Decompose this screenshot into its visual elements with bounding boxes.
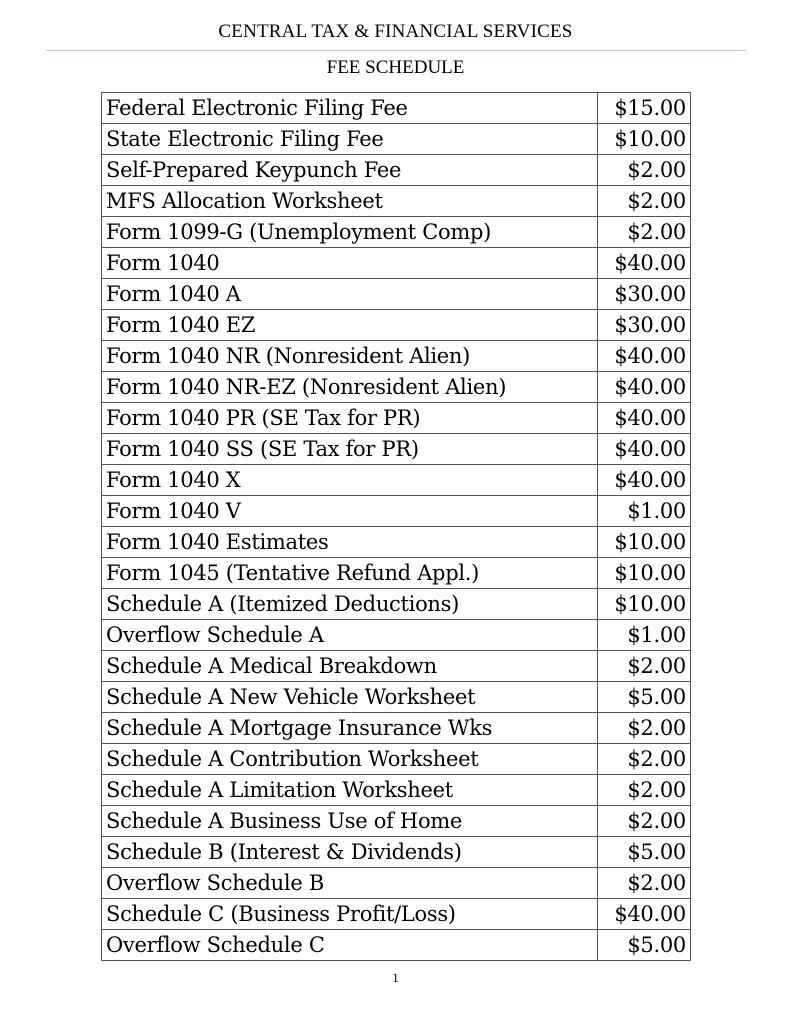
fee-amount: $2.00 <box>598 651 691 682</box>
fee-amount: $10.00 <box>598 558 691 589</box>
fee-item-label: Schedule A Contribution Worksheet <box>102 744 598 775</box>
header-divider <box>46 50 746 51</box>
fee-amount: $2.00 <box>598 186 691 217</box>
fee-amount: $5.00 <box>598 682 691 713</box>
fee-amount: $10.00 <box>598 589 691 620</box>
table-row <box>102 465 691 496</box>
fee-item-label: Form 1040 X <box>102 465 598 496</box>
fee-amount: $40.00 <box>598 465 691 496</box>
table-row <box>102 589 691 620</box>
fee-table-body <box>102 93 691 961</box>
fee-amount: $1.00 <box>598 496 691 527</box>
fee-item-label: Form 1040 Estimates <box>102 527 598 558</box>
table-row <box>102 310 691 341</box>
fee-item-label: Form 1040 A <box>102 279 598 310</box>
page-number: 1 <box>392 970 399 985</box>
fee-amount: $40.00 <box>598 248 691 279</box>
fee-amount: $40.00 <box>598 341 691 372</box>
fee-schedule-table <box>101 92 691 961</box>
fee-item-label: Form 1040 NR-EZ (Nonresident Alien) <box>102 372 598 403</box>
fee-item-label: Self-Prepared Keypunch Fee <box>102 155 598 186</box>
table-row <box>102 713 691 744</box>
fee-amount: $30.00 <box>598 310 691 341</box>
table-row <box>102 248 691 279</box>
fee-item-label: Schedule A Business Use of Home <box>102 806 598 837</box>
fee-item-label: Form 1040 EZ <box>102 310 598 341</box>
fee-item-label: Overflow Schedule B <box>102 868 598 899</box>
fee-item-label: Overflow Schedule A <box>102 620 598 651</box>
fee-amount: $40.00 <box>598 899 691 930</box>
table-row <box>102 434 691 465</box>
fee-amount: $40.00 <box>598 434 691 465</box>
fee-amount: $10.00 <box>598 124 691 155</box>
table-row <box>102 217 691 248</box>
fee-item-label: Form 1040 SS (SE Tax for PR) <box>102 434 598 465</box>
fee-item-label: Schedule A Medical Breakdown <box>102 651 598 682</box>
fee-item-label: Form 1040 V <box>102 496 598 527</box>
table-row <box>102 93 691 124</box>
table-row <box>102 651 691 682</box>
company-header: CENTRAL TAX & FINANCIAL SERVICES <box>218 21 573 42</box>
table-row <box>102 806 691 837</box>
fee-item-label: Form 1099-G (Unemployment Comp) <box>102 217 598 248</box>
table-row <box>102 496 691 527</box>
fee-item-label: MFS Allocation Worksheet <box>102 186 598 217</box>
table-row <box>102 527 691 558</box>
fee-amount: $40.00 <box>598 372 691 403</box>
fee-item-label: Form 1040 <box>102 248 598 279</box>
table-row <box>102 403 691 434</box>
table-row <box>102 186 691 217</box>
fee-item-label: State Electronic Filing Fee <box>102 124 598 155</box>
table-row <box>102 682 691 713</box>
fee-amount: $5.00 <box>598 930 691 961</box>
table-row <box>102 372 691 403</box>
table-row <box>102 155 691 186</box>
table-row <box>102 744 691 775</box>
fee-amount: $2.00 <box>598 713 691 744</box>
fee-amount: $2.00 <box>598 155 691 186</box>
fee-amount: $2.00 <box>598 775 691 806</box>
fee-amount: $40.00 <box>598 403 691 434</box>
fee-amount: $5.00 <box>598 837 691 868</box>
fee-item-label: Form 1040 PR (SE Tax for PR) <box>102 403 598 434</box>
fee-amount: $30.00 <box>598 279 691 310</box>
fee-item-label: Form 1040 NR (Nonresident Alien) <box>102 341 598 372</box>
document-title: FEE SCHEDULE <box>326 57 465 78</box>
table-row <box>102 620 691 651</box>
fee-amount: $2.00 <box>598 217 691 248</box>
fee-amount: $2.00 <box>598 744 691 775</box>
table-row <box>102 899 691 930</box>
fee-amount: $2.00 <box>598 868 691 899</box>
fee-item-label: Schedule A Limitation Worksheet <box>102 775 598 806</box>
table-row <box>102 868 691 899</box>
fee-item-label: Federal Electronic Filing Fee <box>102 93 598 124</box>
fee-item-label: Schedule C (Business Profit/Loss) <box>102 899 598 930</box>
fee-amount: $10.00 <box>598 527 691 558</box>
table-row <box>102 775 691 806</box>
table-row <box>102 279 691 310</box>
fee-item-label: Schedule A (Itemized Deductions) <box>102 589 598 620</box>
fee-item-label: Schedule A New Vehicle Worksheet <box>102 682 598 713</box>
fee-amount: $15.00 <box>598 93 691 124</box>
table-row <box>102 124 691 155</box>
fee-item-label: Schedule B (Interest & Dividends) <box>102 837 598 868</box>
fee-item-label: Form 1045 (Tentative Refund Appl.) <box>102 558 598 589</box>
table-row <box>102 837 691 868</box>
table-row <box>102 341 691 372</box>
fee-amount: $1.00 <box>598 620 691 651</box>
table-row <box>102 558 691 589</box>
fee-item-label: Schedule A Mortgage Insurance Wks <box>102 713 598 744</box>
fee-item-label: Overflow Schedule C <box>102 930 598 961</box>
table-row <box>102 930 691 961</box>
fee-amount: $2.00 <box>598 806 691 837</box>
